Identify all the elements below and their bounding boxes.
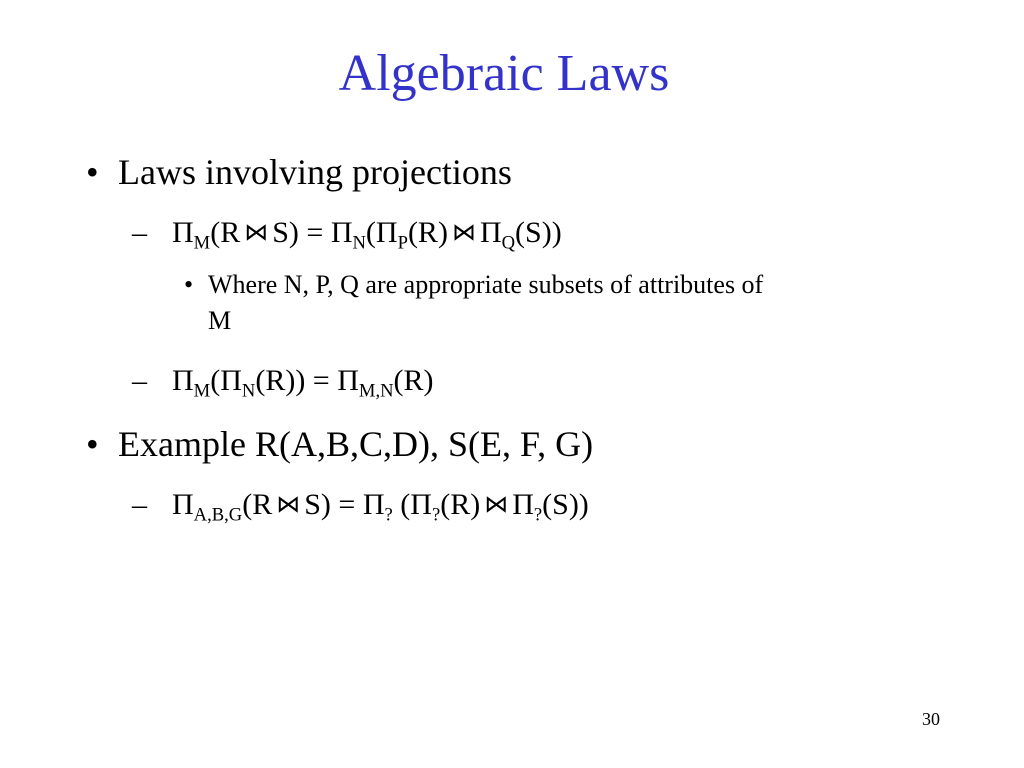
dash-marker: – — [132, 216, 147, 249]
bullet-marker: • — [86, 424, 99, 464]
subnote-line2: M — [208, 306, 232, 335]
slide-title: Algebraic Laws — [338, 45, 670, 102]
subscript: ? — [533, 504, 543, 526]
pi-symbol: Π — [512, 488, 534, 521]
formula-part: S) = — [272, 216, 331, 249]
subscript: Q — [501, 232, 516, 254]
subscript: M — [193, 232, 211, 254]
join-symbol: ⋈ — [244, 218, 269, 246]
bullet-text: Laws involving projections — [118, 152, 512, 192]
subnote-line1: Where N, P, Q are appropriate subsets of attributes of — [208, 270, 764, 299]
formula-text — [172, 364, 434, 402]
subscript: ? — [384, 504, 393, 526]
subscript: M — [193, 380, 211, 402]
formula-part: (R)) = — [255, 364, 338, 397]
formula-part: S) = — [304, 488, 363, 521]
pi-symbol: Π — [410, 488, 432, 521]
bullet-marker: • — [184, 270, 194, 299]
formula-part: ( — [365, 216, 376, 249]
dash-marker: – — [132, 364, 147, 397]
subscript: N — [352, 232, 366, 254]
page-number: 30 — [922, 709, 940, 729]
pi-symbol: Π — [337, 364, 359, 397]
formula-text — [172, 216, 562, 254]
formula-part: (R) — [407, 216, 448, 249]
formula-part: (S)) — [515, 216, 562, 249]
pi-symbol: Π — [172, 364, 194, 397]
formula-part: ( — [210, 364, 221, 397]
join-symbol: ⋈ — [451, 218, 476, 246]
pi-symbol: Π — [172, 488, 194, 521]
bullet-text: Example R(A,B,C,D), S(E, F, G) — [118, 424, 594, 464]
subscript: P — [397, 232, 408, 254]
subscript: ? — [431, 504, 441, 526]
pi-symbol: Π — [330, 216, 353, 249]
subscript: N — [241, 380, 256, 402]
pi-symbol: Π — [220, 364, 242, 397]
pi-symbol: Π — [375, 216, 398, 249]
subscript: A,B,G — [193, 504, 243, 526]
dash-marker: – — [132, 488, 147, 521]
pi-symbol: Π — [479, 216, 502, 249]
bullet-marker: • — [86, 152, 99, 192]
subscript: M,N — [358, 380, 394, 402]
formula-text — [172, 488, 589, 526]
join-symbol: ⋈ — [484, 490, 509, 518]
formula-part: (R) — [440, 488, 481, 521]
formula-part: (R — [210, 216, 241, 249]
formula-part: (R) — [393, 364, 434, 397]
pi-symbol: Π — [362, 488, 385, 521]
formula-part: (S)) — [542, 488, 589, 521]
formula-part: ( — [392, 488, 411, 521]
formula-part: (R — [242, 488, 273, 521]
pi-symbol: Π — [172, 216, 194, 249]
join-symbol: ⋈ — [276, 490, 301, 518]
